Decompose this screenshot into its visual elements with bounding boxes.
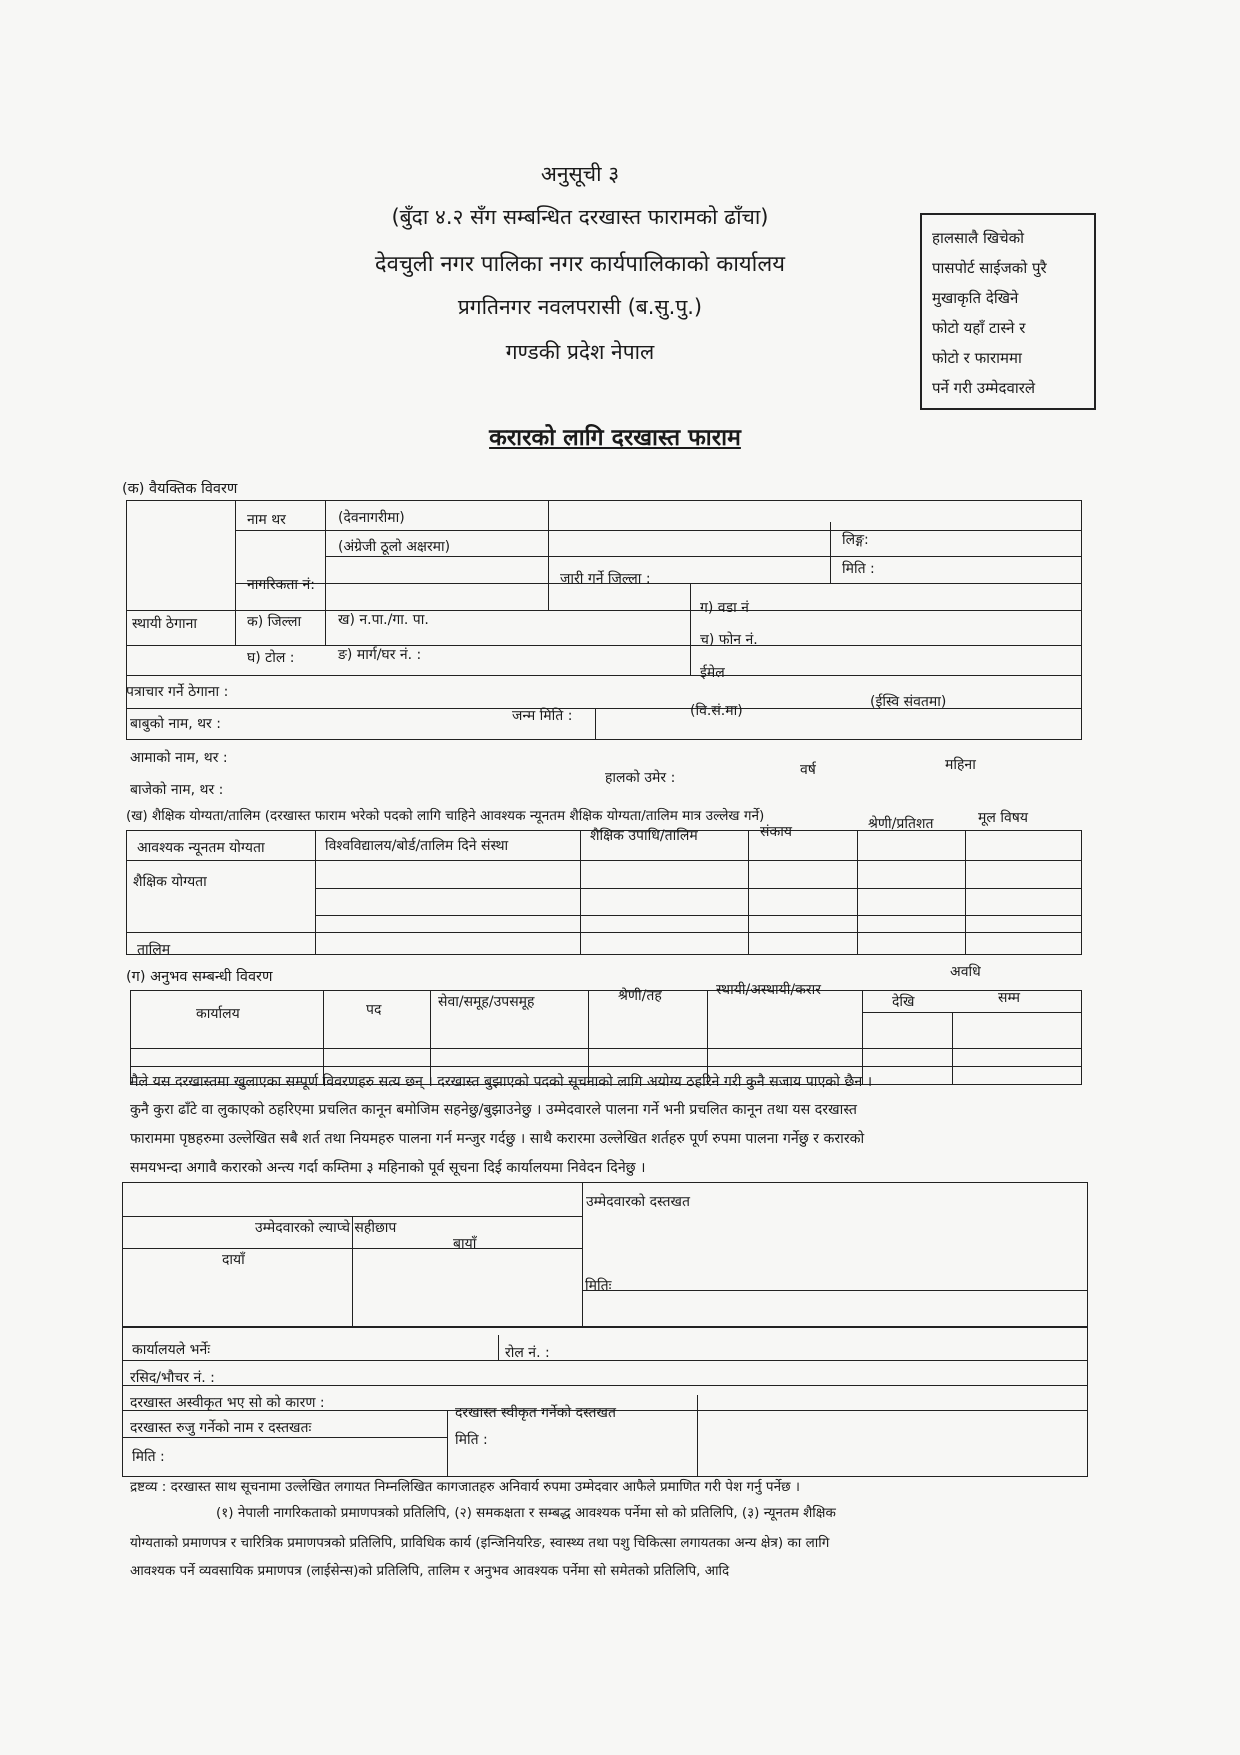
right-thumb-label: दायाँ bbox=[222, 1252, 245, 1268]
birth-date-label: जन्म मिति : bbox=[512, 708, 573, 724]
ward-label: ग) वडा नं bbox=[700, 600, 749, 616]
name-label: नाम थर bbox=[247, 512, 286, 528]
declaration-line: कुनै कुरा ढाँटे वा लुकाएको ठहरिएमा प्रचलित कानून बमोजिम सहनेछु/बुझाउनेछु । उम्मेदवारले पालना गर्ने भनी प्रचलित कानून तथा यस दरखास्त bbox=[130, 1102, 857, 1118]
photo-box-line: पासपोर्ट साईजको पुरै bbox=[932, 259, 1047, 277]
edu-row-training: तालिम bbox=[137, 942, 171, 958]
correspondence-label: पत्राचार गर्ने ठेगाना : bbox=[126, 684, 229, 700]
form-subtitle: (बुँदा ४.२ सँग सम्बन्धित दरखास्त फारामको ढाँचा) bbox=[391, 205, 769, 229]
office-filled-by-label: कार्यालयले भर्नेः bbox=[132, 1342, 211, 1358]
exp-col-service-group: सेवा/समूह/उपसमूह bbox=[438, 994, 535, 1010]
photo-box bbox=[920, 213, 1096, 410]
photo-box-line: हालसालै खिचेको bbox=[932, 229, 1025, 247]
bs-label: (वि.सं.मा) bbox=[690, 703, 743, 719]
exp-col-office: कार्यालय bbox=[196, 1006, 240, 1022]
province-name: गण्डकी प्रदेश नेपाल bbox=[505, 340, 655, 364]
photo-box-line: पर्ने गरी उम्मेदवारले bbox=[932, 379, 1036, 397]
exp-col-to: सम्म bbox=[998, 990, 1021, 1006]
exp-col-level: श्रेणी/तह bbox=[618, 988, 662, 1004]
declaration-line: मैले यस दरखास्तमा खुलाएका सम्पूर्ण विवरणहरु सत्य छन् । दरखास्त बुझाएको पदको सूचनाको लागि अयोग्य ठहरिने गरी कुनै सजाय पाएको छैन । bbox=[130, 1074, 873, 1090]
father-label: बाबुको नाम, थर : bbox=[130, 716, 221, 732]
rejection-reason-label: दरखास्त अस्वीकृत भए सो को कारण : bbox=[130, 1395, 325, 1411]
schedule-heading: अनुसूची ३ bbox=[540, 162, 620, 186]
edu-row-academic: शैक्षिक योग्यता bbox=[133, 874, 207, 890]
edu-col-min-qualification: आवश्यक न्यूनतम योग्यता bbox=[137, 840, 265, 856]
phone-label: च) फोन नं. bbox=[700, 632, 758, 648]
candidate-signature-label: उम्मेदवारको दस्तखत bbox=[586, 1194, 690, 1210]
declaration-line: समयभन्दा अगावै करारको अन्त्य गर्दा कम्तिमा ३ महिनाको पूर्व सूचना दिई कार्यालयमा निवेदन दिनेछु । bbox=[130, 1160, 646, 1176]
issued-district-label: जारी गर्ने जिल्ला : bbox=[560, 571, 651, 587]
edu-col-degree: शैक्षिक उपाधि/तालिम bbox=[590, 828, 698, 844]
street-label: ङ) मार्ग/घर नं. : bbox=[338, 647, 422, 663]
experience-section-title: (ग) अनुभव सम्बन्धी विवरण bbox=[126, 969, 273, 985]
edu-col-faculty: संकाय bbox=[760, 824, 792, 840]
devanagari-label: (देवनागरीमा) bbox=[338, 510, 405, 526]
citizenship-label: नागरिकता नं: bbox=[247, 577, 315, 593]
note-line: आवश्यक पर्ने व्यवसायिक प्रमाणपत्र (लाईसेन्स)को प्रतिलिपि, तालिम र अनुभव आवश्यक पर्नेमा सो समेतको प्रतिलिपि, आदि bbox=[130, 1563, 730, 1579]
photo-box-line: फोटो र फाराममा bbox=[932, 349, 1022, 367]
checker-label: दरखास्त रुजु गर्नेको नाम र दस्तखतः bbox=[130, 1420, 312, 1436]
declaration-line: फाराममा पृष्ठहरुमा उल्लेखित सबै शर्त तथा नियमहरु पालना गर्न मन्जुर गर्दछु । साथै करारमा उल्लेखित शर्तहरु पूर्ण रुपमा पालना गर्नेछु र करारको bbox=[130, 1131, 865, 1147]
thumbprint-title: उम्मेदवारको ल्याप्चे सहीछाप bbox=[255, 1220, 397, 1236]
approver-date-label: मिति : bbox=[455, 1432, 488, 1448]
exp-col-from: देखि bbox=[892, 994, 915, 1010]
district-label: क) जिल्ला bbox=[247, 614, 302, 630]
exp-col-tenure: स्थायी/अस्थायी/करार bbox=[716, 982, 821, 998]
office-address: प्रगतिनगर नवलपरासी (ब.सु.पु.) bbox=[457, 295, 703, 319]
form-title: करारको लागि दरखास्त फाराम bbox=[489, 425, 741, 451]
gender-label: लिङ्ग: bbox=[842, 532, 869, 548]
signature-date-label: मितिः bbox=[585, 1278, 612, 1294]
approver-label: दरखास्त स्वीकृत गर्नेको दस्तखत bbox=[455, 1405, 616, 1421]
mother-label: आमाको नाम, थर : bbox=[130, 750, 228, 766]
receipt-number-label: रसिद/भौचर नं. : bbox=[130, 1370, 215, 1386]
education-section-title: (ख) शैक्षिक योग्यता/तालिम (दरखास्त फाराम भरेको पदको लागि चाहिने आवश्यक न्यूनतम शैक्षिक योग्यता/तालिम मात्र उल्लेख गर्ने) bbox=[126, 808, 765, 824]
email-label: ईमेल bbox=[700, 665, 725, 681]
roll-number-label: रोल नं. : bbox=[505, 1345, 550, 1361]
english-label: (अंग्रेजी ठूलो अक्षरमा) bbox=[338, 539, 451, 555]
note-line: योग्यताको प्रमाणपत्र र चारित्रिक प्रमाणपत्रको प्रतिलिपि, प्राविधिक कार्य (इन्जिनियरिङ, स्वास्थ्य तथा पशु चिकित्सा लगायतका अन्य क्षेत्र) का लागि bbox=[130, 1535, 830, 1551]
photo-box-line: फोटो यहाँ टास्ने र bbox=[932, 319, 1026, 337]
checker-date-label: मिति : bbox=[132, 1449, 165, 1465]
left-thumb-label: बायाँ bbox=[453, 1236, 477, 1252]
edu-col-institution: विश्वविद्यालय/बोर्ड/तालिम दिने संस्था bbox=[325, 838, 509, 854]
date-label: मिति : bbox=[842, 561, 875, 577]
tole-label: घ) टोल : bbox=[247, 650, 295, 666]
office-name: देवचुली नगर पालिका नगर कार्यपालिकाको कार्यालय bbox=[374, 252, 786, 277]
personal-section-title: (क) वैयक्तिक विवरण bbox=[122, 481, 238, 497]
months-label: महिना bbox=[945, 757, 976, 773]
municipality-label: ख) न.पा./गा. पा. bbox=[338, 612, 429, 628]
education-table bbox=[126, 830, 1082, 955]
photo-box-line: मुखाकृति देखिने bbox=[932, 289, 1019, 307]
note-line: (१) नेपाली नागरिकताको प्रमाणपत्रको प्रतिलिपि, (२) समकक्षता र सम्बद्ध आवश्यक पर्नेमा सो को प्रतिलिपि, (३) न्यूनतम शैक्षिक bbox=[216, 1505, 836, 1521]
edu-col-major: मूल विषय bbox=[978, 810, 1028, 826]
ad-label: (ईस्वि संवतमा) bbox=[870, 694, 947, 710]
note-line: द्रष्टव्य : दरखास्त साथ सूचनामा उल्लेखित लगायत निम्नलिखित कागजातहरु अनिवार्य रुपमा उम्मेदवार आफैले प्रमाणित गरी पेश गर्नु पर्नेछ । bbox=[130, 1479, 800, 1495]
years-label: वर्ष bbox=[800, 762, 816, 778]
exp-col-duration: अवधि bbox=[950, 964, 981, 980]
age-label: हालको उमेर : bbox=[605, 770, 676, 786]
permanent-address-label: स्थायी ठेगाना bbox=[132, 616, 197, 632]
exp-col-post: पद bbox=[366, 1002, 382, 1018]
edu-col-division: श्रेणी/प्रतिशत bbox=[868, 816, 934, 832]
grandfather-label: बाजेको नाम, थर : bbox=[130, 782, 224, 798]
